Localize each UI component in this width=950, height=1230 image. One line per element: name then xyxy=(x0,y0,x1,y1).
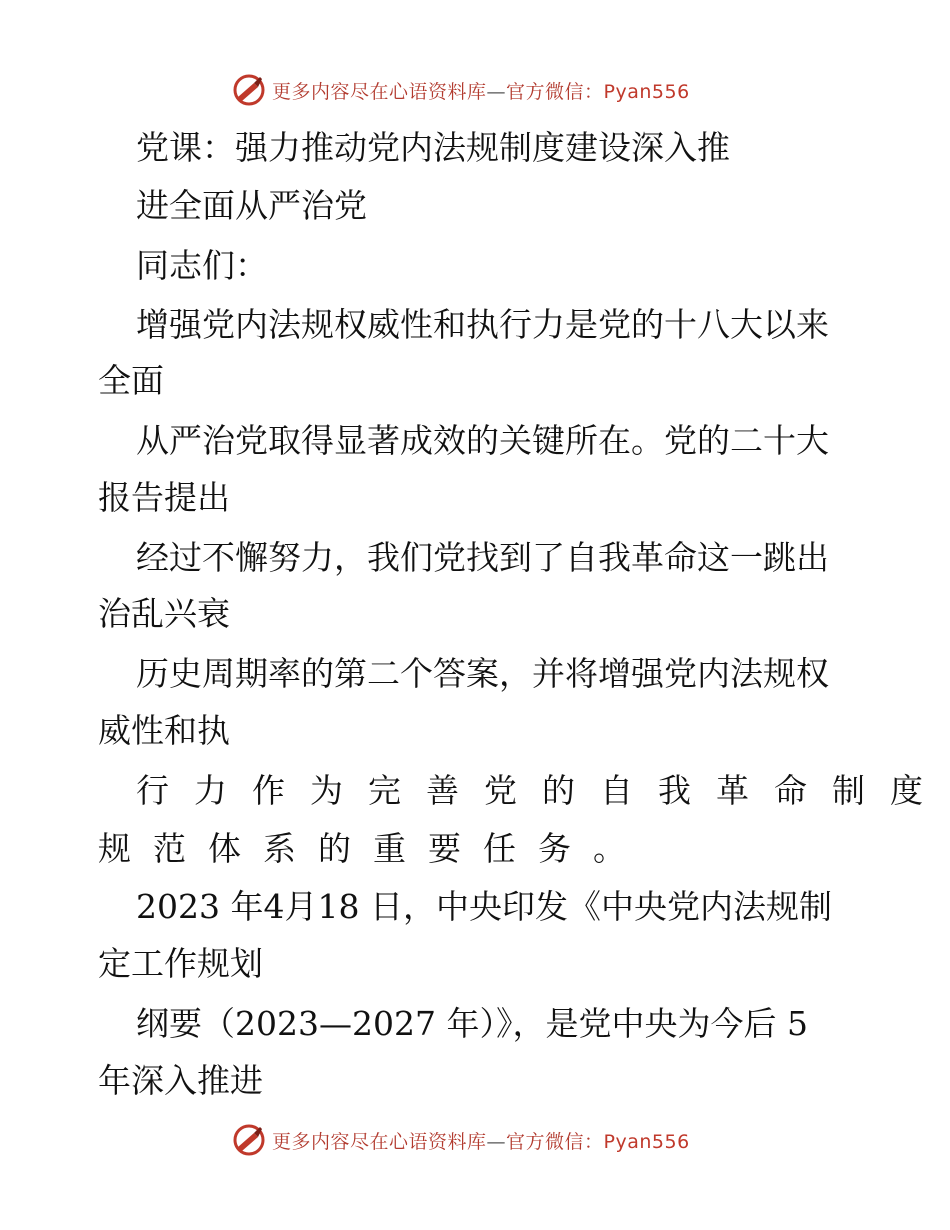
banner-handle: Pyan556 xyxy=(603,1130,690,1153)
paragraph-line: 威性和执 xyxy=(98,711,230,750)
pen-logo-icon xyxy=(232,73,266,107)
banner-main-text: 更多内容尽在心语资料库 xyxy=(272,1130,487,1153)
paragraph-line: 从严治党取得显著成效的关键所在。党的二十大 xyxy=(136,421,829,460)
banner-dash: — xyxy=(486,80,507,103)
paragraph-line: 定工作规划 xyxy=(98,944,263,983)
title-line-2: 进全面从严治党 xyxy=(136,186,367,225)
banner-wechat-label: 官方微信： xyxy=(506,1130,604,1153)
banner-text xyxy=(272,1127,690,1154)
paragraph-line: 历史周期率的第二个答案，并将增强党内法规权 xyxy=(136,654,829,693)
paragraph-line: 经过不懈努力，我们党找到了自我革命这一跳出 xyxy=(136,538,829,577)
banner-text xyxy=(272,77,690,104)
paragraph-line: 增强党内法规权威性和执行力是党的十八大以来 xyxy=(136,305,829,344)
banner-handle: Pyan556 xyxy=(603,80,690,103)
footer-banner xyxy=(232,1120,712,1160)
paragraph-line: 规范体系的重要任务。 xyxy=(98,829,648,868)
paragraph-line: 报告提出 xyxy=(98,478,230,517)
header-banner xyxy=(232,70,712,110)
paragraph-line: 年深入推进 xyxy=(98,1061,263,1100)
pen-logo-icon xyxy=(232,1123,266,1157)
paragraph-line: 纲要（2023—2027 年）》，是党中央为今后 5 xyxy=(136,1004,808,1043)
banner-main-text: 更多内容尽在心语资料库 xyxy=(272,80,487,103)
paragraph-line: 全面 xyxy=(98,361,164,400)
banner-dash: — xyxy=(486,1130,507,1153)
paragraph-line: 2023 年4月18 日，中央印发《中央党内法规制 xyxy=(136,887,832,926)
paragraph-line: 治乱兴衰 xyxy=(98,594,230,633)
banner-wechat-label: 官方微信： xyxy=(506,80,604,103)
paragraph-line: 行力作为完善党的自我革命制度 xyxy=(136,771,948,810)
salutation: 同志们： xyxy=(136,246,268,285)
title-line-1: 党课：强力推动党内法规制度建设深入推 xyxy=(136,128,730,167)
